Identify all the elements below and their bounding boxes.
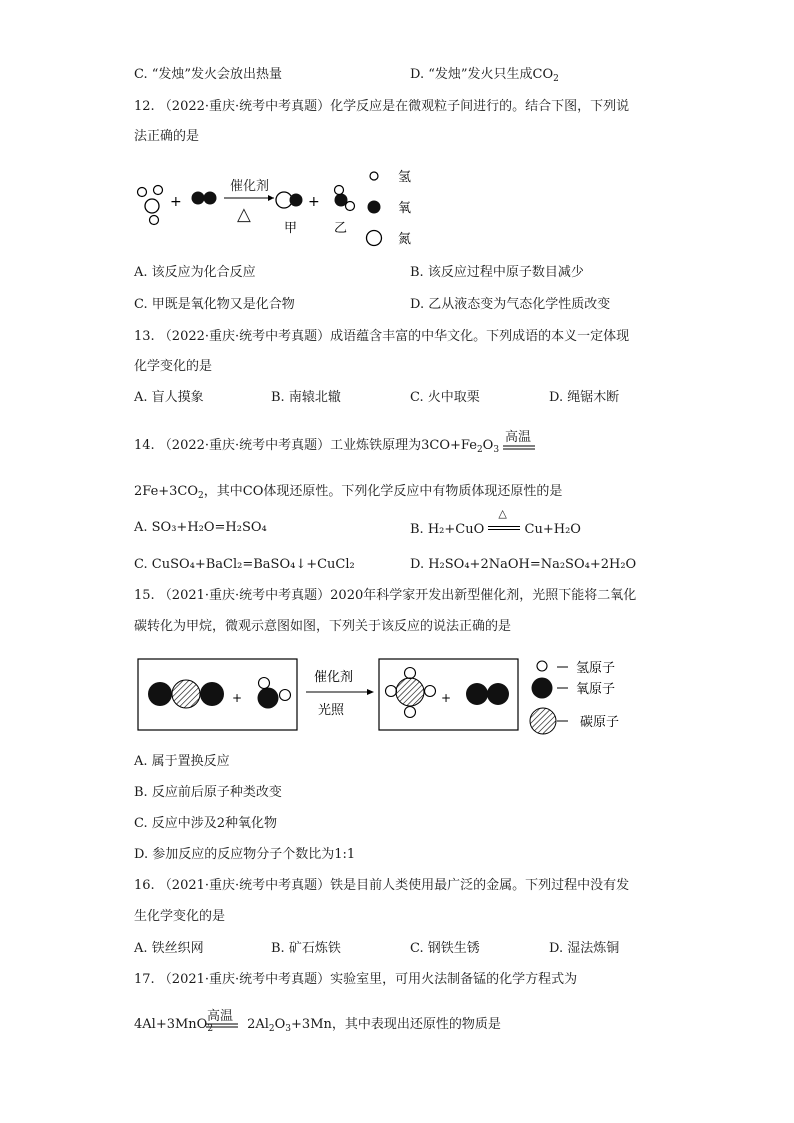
- q17-equation: 4Al+3MnO$_2$ $2Al_2O_3+3Mn$，其中表现出还原性的物质是: [134, 1017, 501, 1034]
- q12-stem-cont: 法正确的是: [134, 129, 200, 144]
- q14-option-a: A. SO₃+H₂O=H₂SO₄: [134, 520, 267, 535]
- svg-text:+: +: [170, 194, 182, 210]
- q14-option-d: D. H₂SO₄+2NaOH=Na₂SO₄+2H₂O: [410, 557, 637, 572]
- q12-legend-h: 氢: [398, 170, 412, 185]
- q13-option-d: D. 绳锯木断: [549, 390, 620, 405]
- q12-yi-label: 乙: [334, 221, 348, 236]
- q17-stem: 17. （2021·重庆·统考中考真题）实验室里，可用火法制备锰的化学方程式为: [134, 972, 578, 987]
- q15-catalyst-label: 催化剂: [314, 670, 354, 685]
- svg-text:+: +: [232, 691, 243, 705]
- q15-legend-c-icon: [530, 708, 556, 734]
- q16-option-a: A. 铁丝织网: [134, 941, 204, 956]
- q12-legend-n-icon: [367, 231, 382, 246]
- q15-co2-molecule: [148, 680, 224, 708]
- q15-legend-h-icon: [537, 661, 547, 671]
- q12-jia-label: 甲: [284, 221, 298, 236]
- q12-no-molecule: [276, 192, 303, 208]
- q12-legend-o: 氧: [398, 201, 412, 216]
- q16-option-c: C. 钢铁生锈: [410, 941, 480, 956]
- q15-option-d: D. 参加反应的反应物分子个数比为1:1: [134, 847, 356, 862]
- q15-legend-h: 氢原子: [576, 661, 616, 676]
- q16-option-b: B. 矿石炼铁: [271, 941, 341, 956]
- q12-option-d: D. 乙从液态变为气态化学性质改变: [410, 297, 611, 312]
- q15-option-c: C. 反应中涉及2种氧化物: [134, 816, 278, 831]
- q15-option-a: A. 属于置换反应: [134, 754, 230, 769]
- q12-oxygen-molecule: [192, 192, 217, 205]
- q11-option-d: D. “发烛”发火只生成$CO_2$: [410, 67, 559, 84]
- q16-stem: 16. （2021·重庆·统考中考真题）铁是目前人类使用最广泛的金属。下列过程中没有发: [134, 878, 630, 893]
- q15-legend-o-icon: [532, 678, 553, 699]
- q15-stem: 15. （2021·重庆·统考中考真题）2020年科学家开发出新型催化剂，光照下能将二氧化: [134, 588, 637, 603]
- q13-stem: 13. （2022·重庆·统考中考真题）成语蕴含丰富的中华文化。下列成语的本义一定体现: [134, 329, 630, 344]
- q12-catalyst-label: 催化剂: [230, 179, 270, 194]
- svg-text:+: +: [441, 691, 452, 705]
- q14-b-heat: △: [498, 507, 507, 520]
- q15-stem-cont: 碳转化为甲烷，微观示意图如图，下列关于该反应的说法正确的是: [134, 619, 512, 634]
- q15-light-label: 光照: [318, 703, 345, 718]
- q12-stem: 12. （2022·重庆·统考中考真题）化学反应是在微观粒子间进行的。结合下图，下列说: [134, 99, 630, 114]
- q15-legend-o: 氧原子: [576, 682, 616, 697]
- q13-option-c: C. 火中取栗: [410, 390, 480, 405]
- q13-stem-cont: 化学变化的是: [134, 359, 213, 374]
- q17-condition: 高温: [207, 1009, 234, 1024]
- q12-option-a: A. 该反应为化合反应: [134, 265, 256, 280]
- q15-legend-c: 碳原子: [580, 715, 620, 730]
- q14-option-c: C. CuSO₄+BaCl₂=BaSO₄↓+CuCl₂: [134, 557, 355, 572]
- q14-condition: 高温: [505, 430, 532, 445]
- svg-text:+: +: [308, 194, 320, 210]
- q14-stem: 14. （2022·重庆·统考中考真题）工业炼铁原理为$3CO+Fe_2O_3$: [134, 438, 500, 455]
- q13-option-b: B. 南辕北辙: [271, 390, 341, 405]
- q15-reaction-diagram: [134, 650, 644, 740]
- q16-stem-cont: 生化学变化的是: [134, 909, 226, 924]
- q12-molecule-diagram: [134, 160, 424, 255]
- q12-option-c: C. 甲既是氧化物又是化合物: [134, 297, 295, 312]
- q16-option-d: D. 湿法炼铜: [549, 941, 620, 956]
- q12-legend-h-icon: [370, 172, 378, 180]
- q14-stem-cont: $2Fe+3CO_2$，其中CO体现还原性。下列化学反应中有物质体现还原性的是: [134, 484, 563, 501]
- q12-option-b: B. 该反应过程中原子数目减少: [410, 265, 584, 280]
- q13-option-a: A. 盲人摸象: [134, 390, 204, 405]
- q12-legend-n: 氮: [398, 232, 412, 247]
- q14-equals-sign: [503, 444, 535, 452]
- q15-option-b: B. 反应前后原子种类改变: [134, 785, 282, 800]
- q12-heat-symbol: △: [237, 204, 251, 225]
- q12-legend-o-icon: [368, 201, 381, 214]
- q12-ammonia-molecule: [138, 186, 163, 225]
- q11-option-c: C. “发烛”发火会放出热量: [134, 67, 283, 82]
- q14-option-b: B. H₂+CuO △ Cu+H₂O: [410, 507, 581, 537]
- q12-water-molecule: [335, 186, 355, 211]
